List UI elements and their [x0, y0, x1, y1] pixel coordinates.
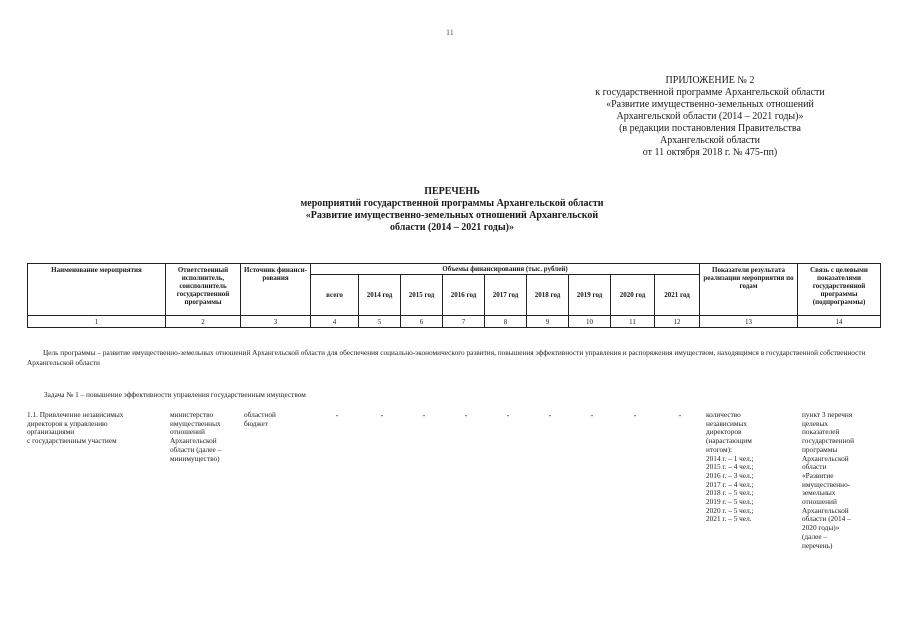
row1-link-line: (далее – [802, 531, 828, 541]
row1-value-total: - [335, 411, 339, 420]
appendix-line: ПРИЛОЖЕНИЕ № 2 [665, 75, 755, 86]
column-number: 14 [798, 316, 881, 328]
row1-link-line: Архангельской [802, 453, 849, 463]
appendix-line: Архангельской области (2014 – 2021 годы)» [616, 111, 804, 122]
page-number: 11 [446, 28, 454, 37]
title-line: «Развитие имущественно-земельных отношений Архангельской [305, 210, 599, 221]
row1-link [802, 411, 880, 550]
title-line: области (2014 – 2021 годы)» [389, 222, 514, 233]
row1-link-line: имущественно- [802, 479, 851, 489]
row1-value-2020: - [633, 411, 637, 420]
row1-name [27, 411, 167, 446]
header-name: Наименование мероприятия [28, 264, 166, 316]
column-number: 3 [241, 316, 311, 328]
header-year: 2021 год [655, 275, 700, 316]
header-funding: Объемы финансирования (тыс. рублей) [311, 264, 700, 275]
row1-link-line: перечень) [802, 540, 833, 550]
row1-link-line: программы [802, 444, 838, 454]
header-year: 2014 год [359, 275, 401, 316]
row1-indicator-line: 2020 г. – 5 чел.; [706, 505, 754, 515]
column-number: 7 [443, 316, 485, 328]
column-number: 6 [401, 316, 443, 328]
column-number: 10 [569, 316, 611, 328]
header-year: 2020 год [611, 275, 655, 316]
row1-executor-line: области (далее – [170, 444, 222, 454]
row1-source [244, 411, 312, 428]
column-number: 8 [485, 316, 527, 328]
appendix-line: «Развитие имущественно-земельных отношений [606, 99, 814, 110]
appendix-line: (в редакции постановления Правительства [619, 123, 801, 134]
row1-link-line: области (2014 – [802, 514, 851, 524]
row1-link-line: пункт 3 перечня [802, 410, 853, 419]
row1-link-line: целевых [802, 418, 829, 428]
program-goal: Цель программы – развитие имущественно-земельных отношений Архангельской области для обеспечения социально-экономического развития, повышения эффективности управления и распоряжения имуществом, находящимся в государственной собственности Архангельской области [27, 348, 866, 367]
column-number: 9 [527, 316, 569, 328]
row1-indicator-line: 2021 г. – 5 чел. [706, 514, 752, 524]
row1-name-line: с государственным участием [27, 436, 117, 446]
task-heading: Задача № 1 – повышение эффективности управления государственным имуществом [44, 390, 306, 399]
row1-link-line: земельных [802, 488, 836, 498]
row1-indicator-line: итогом): [706, 444, 733, 454]
row1-indicators [706, 411, 801, 524]
row1-name-line: организациями [27, 427, 75, 437]
row1-link-line: области [802, 462, 827, 472]
row1-value-2015: - [422, 411, 426, 420]
appendix-line: к государственной программе Архангельской области [595, 87, 825, 98]
row1-indicator-line: 2014 г. – 1 чел.; [706, 453, 754, 463]
row1-link-line: Архангельской [802, 505, 849, 515]
row1-link-line: 2020 годы)» [802, 523, 840, 533]
row1-name-line: 1.1. Привлечение независимых [27, 410, 124, 419]
row1-value-2019: - [590, 411, 594, 420]
row1-value-2017: - [506, 411, 510, 420]
column-number: 4 [311, 316, 359, 328]
appendix-line: Архангельской области [660, 135, 760, 146]
row1-indicator-line: независимых [706, 418, 748, 428]
row1-indicator-line: 2017 г. – 4 чел.; [706, 479, 754, 489]
row1-executor-line: минимущество) [170, 453, 220, 463]
row1-link-line: показателей [802, 427, 840, 437]
header-year: 2019 год [569, 275, 611, 316]
header-year: 2015 год [401, 275, 443, 316]
header-indicators: Показатели результата реализации мероприятия по годам [700, 264, 798, 316]
row1-link-line: отношений [802, 497, 837, 507]
row1-source-line: бюджет [244, 418, 268, 428]
header-source: Источник финанси-рования [241, 264, 311, 316]
column-number: 1 [28, 316, 166, 328]
header-year: 2016 год [443, 275, 485, 316]
row1-source-line: областной [244, 410, 276, 419]
header-year: 2018 год [527, 275, 569, 316]
row1-indicator-line: количество [706, 410, 741, 419]
row1-indicator-line: 2015 г. – 4 чел.; [706, 462, 754, 472]
row1-executor-line: министерство [170, 410, 214, 419]
row1-value-2018: - [548, 411, 552, 420]
row1-indicator-line: директоров [706, 427, 742, 437]
row1-executor-line: имущественных [170, 418, 221, 428]
row1-executor-line: Архангельской [170, 436, 217, 446]
header-executor: Ответственный исполнитель, соисполнитель государственной программы [166, 264, 241, 316]
column-number: 11 [611, 316, 655, 328]
row1-name-line: директоров к управлению [27, 418, 108, 428]
row1-indicator-line: 2019 г. – 5 чел.; [706, 497, 754, 507]
row1-value-2021: - [678, 411, 682, 420]
row1-value-2016: - [464, 411, 468, 420]
row1-value-2014: - [380, 411, 384, 420]
header-year: 2017 год [485, 275, 527, 316]
row1-indicator-line: 2018 г. – 5 чел.; [706, 488, 754, 498]
row1-link-line: «Развитие [802, 470, 834, 480]
appendix-line: от 11 октября 2018 г. № 475-пп) [642, 147, 778, 158]
row1-executor-line: отношений [170, 427, 205, 437]
document-title [202, 186, 702, 234]
row1-indicator-line: 2016 г. – 3 чел.; [706, 470, 754, 480]
title-line: мероприятий государственной программы Архангельской области [300, 198, 604, 209]
title-line: ПЕРЕЧЕНЬ [424, 186, 480, 197]
header-total: всего [311, 275, 359, 316]
appendix-block [560, 75, 860, 159]
column-number: 5 [359, 316, 401, 328]
row1-indicator-line: (нарастающим [706, 436, 752, 446]
header-link: Связь с целевыми показателями государственной программы (подпрограммы) [798, 264, 881, 316]
row1-link-line: государственной [802, 436, 855, 446]
column-number: 2 [166, 316, 241, 328]
measures-table-header [27, 263, 881, 328]
row1-executor [170, 411, 242, 463]
column-number: 12 [655, 316, 700, 328]
column-number: 13 [700, 316, 798, 328]
